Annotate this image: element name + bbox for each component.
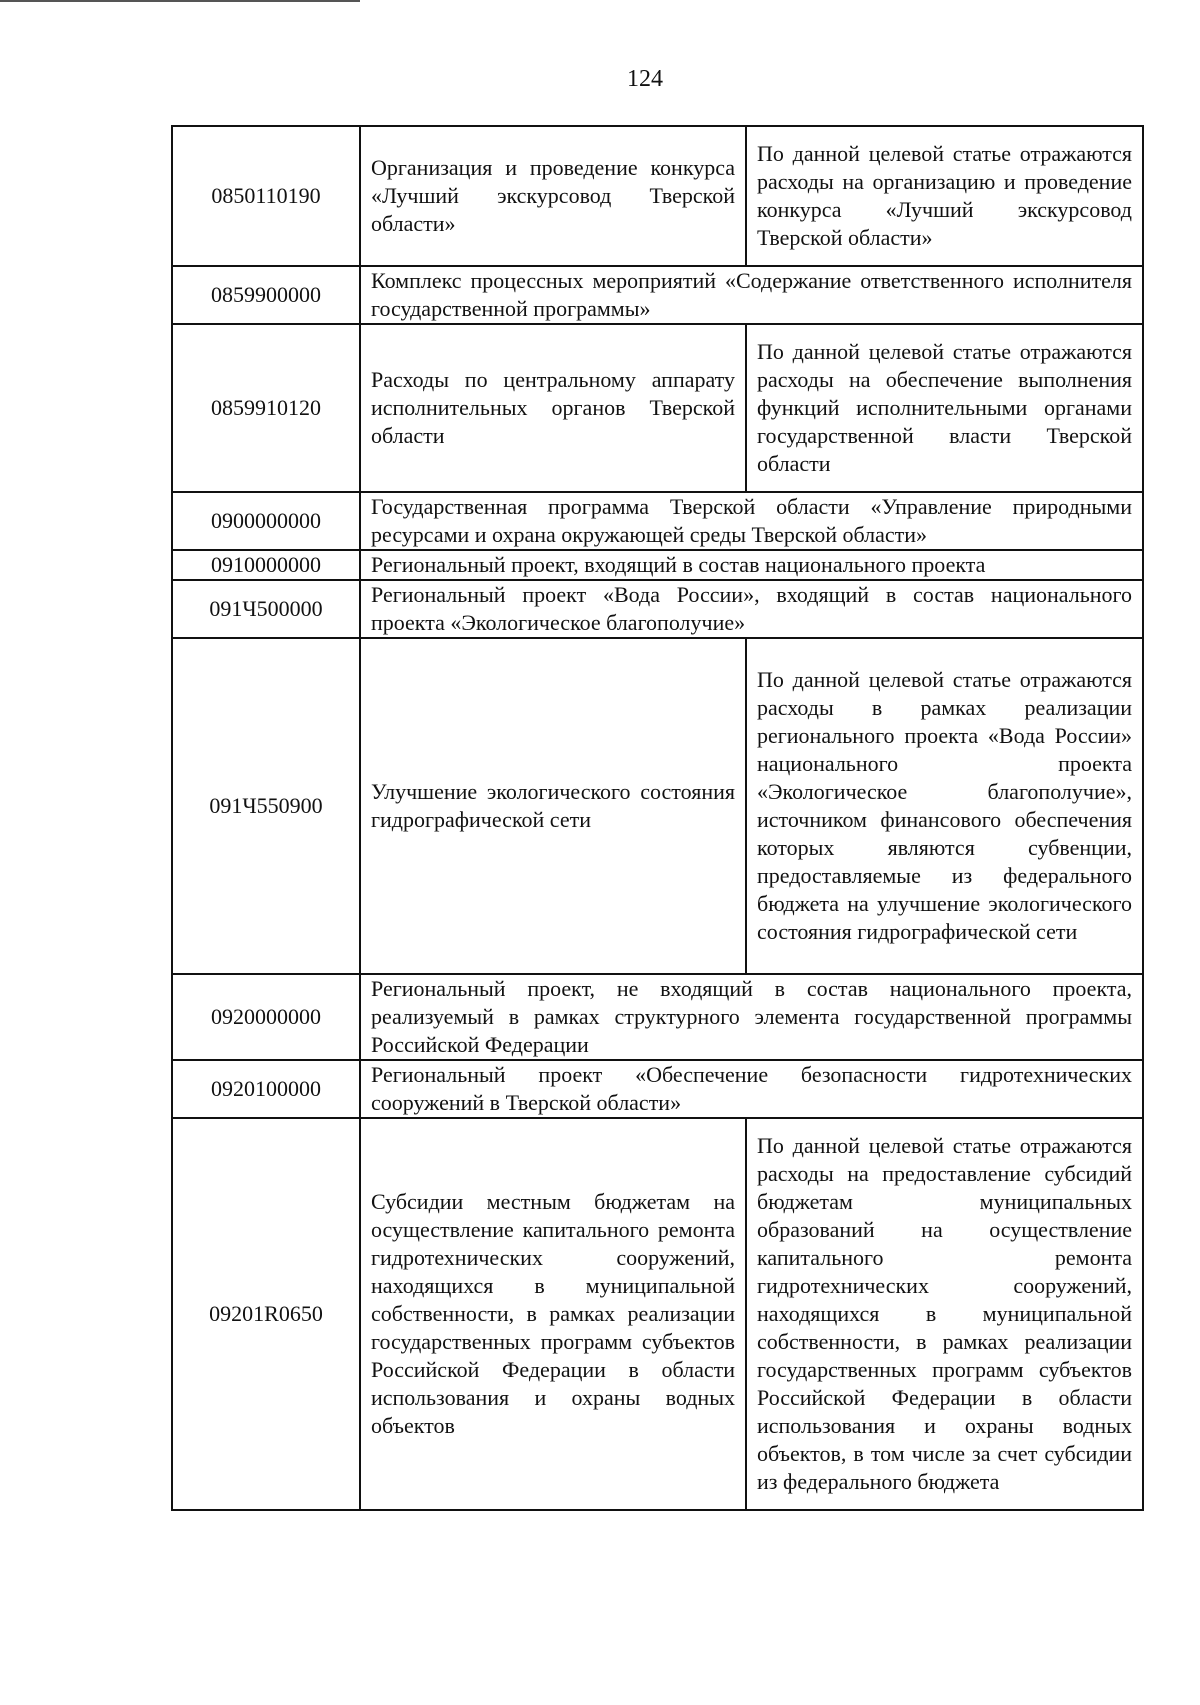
table-row: [172, 1118, 1143, 1510]
row-code: 0920100000: [172, 1060, 360, 1118]
row-code: 0859900000: [172, 266, 360, 324]
row-description: По данной целевой статье отражаются расходы на обеспечение выполнения функций исполнительными органами государственной власти Тверской области: [746, 324, 1143, 492]
row-description: По данной целевой статье отражаются расходы на предоставление субсидий бюджетам муниципальных образований на осуществление капитального ремонта гидротехнических сооружений, находящихся в муниципальной собственности, в рамках реализации государственных программ субъектов Российской Федерации в области использования и охраны водных объектов, в том числе за счет субсидии из федерального бюджета: [746, 1118, 1143, 1510]
row-title: Комплекс процессных мероприятий «Содержание ответственного исполнителя государственной программы»: [360, 266, 1143, 324]
row-code: 0900000000: [172, 492, 360, 550]
table-row: [172, 126, 1143, 266]
table-row: [172, 492, 1143, 550]
row-code: 0859910120: [172, 324, 360, 492]
row-code: 091Ч550900: [172, 638, 360, 974]
row-name: Организация и проведение конкурса «Лучший экскурсовод Тверской области»: [360, 126, 746, 266]
row-code: 09201R0650: [172, 1118, 360, 1510]
table-row: [172, 638, 1143, 974]
table-row: [172, 580, 1143, 638]
scan-edge-line: [0, 0, 360, 2]
table-row: [172, 324, 1143, 492]
table-row: [172, 974, 1143, 1060]
row-name: Расходы по центральному аппарату исполнительных органов Тверской области: [360, 324, 746, 492]
row-code: 0910000000: [172, 550, 360, 580]
row-title: Региональный проект «Обеспечение безопасности гидротехнических сооружений в Тверской области»: [360, 1060, 1143, 1118]
budget-classification-table: [171, 125, 1144, 1511]
row-code: 0920000000: [172, 974, 360, 1060]
row-title: Региональный проект «Вода России», входящий в состав национального проекта «Экологическое благополучие»: [360, 580, 1143, 638]
row-code: 0850110190: [172, 126, 360, 266]
row-description: По данной целевой статье отражаются расходы на организацию и проведение конкурса «Лучший экскурсовод Тверской области»: [746, 126, 1143, 266]
row-title: Региональный проект, не входящий в состав национального проекта, реализуемый в рамках структурного элемента государственной программы Российской Федерации: [360, 974, 1143, 1060]
table-row: [172, 266, 1143, 324]
row-title: Государственная программа Тверской области «Управление природными ресурсами и охрана окружающей среды Тверской области»: [360, 492, 1143, 550]
row-code: 091Ч500000: [172, 580, 360, 638]
row-description: По данной целевой статье отражаются расходы в рамках реализации регионального проекта «Вода России» национального проекта «Экологическое благополучие», источником финансового обеспечения которых являются субвенции, предоставляемые из федерального бюджета на улучшение экологического состояния гидрографической сети: [746, 638, 1143, 974]
row-name: Улучшение экологического состояния гидрографической сети: [360, 638, 746, 974]
table-row: [172, 1060, 1143, 1118]
row-name: Субсидии местным бюджетам на осуществление капитального ремонта гидротехнических сооружений, находящихся в муниципальной собственности, в рамках реализации государственных программ субъектов Российской Федерации в области использования и охраны водных объектов: [360, 1118, 746, 1510]
page-number: 124: [627, 66, 663, 92]
table-row: [172, 550, 1143, 580]
row-title: Региональный проект, входящий в состав национального проекта: [360, 550, 1143, 580]
